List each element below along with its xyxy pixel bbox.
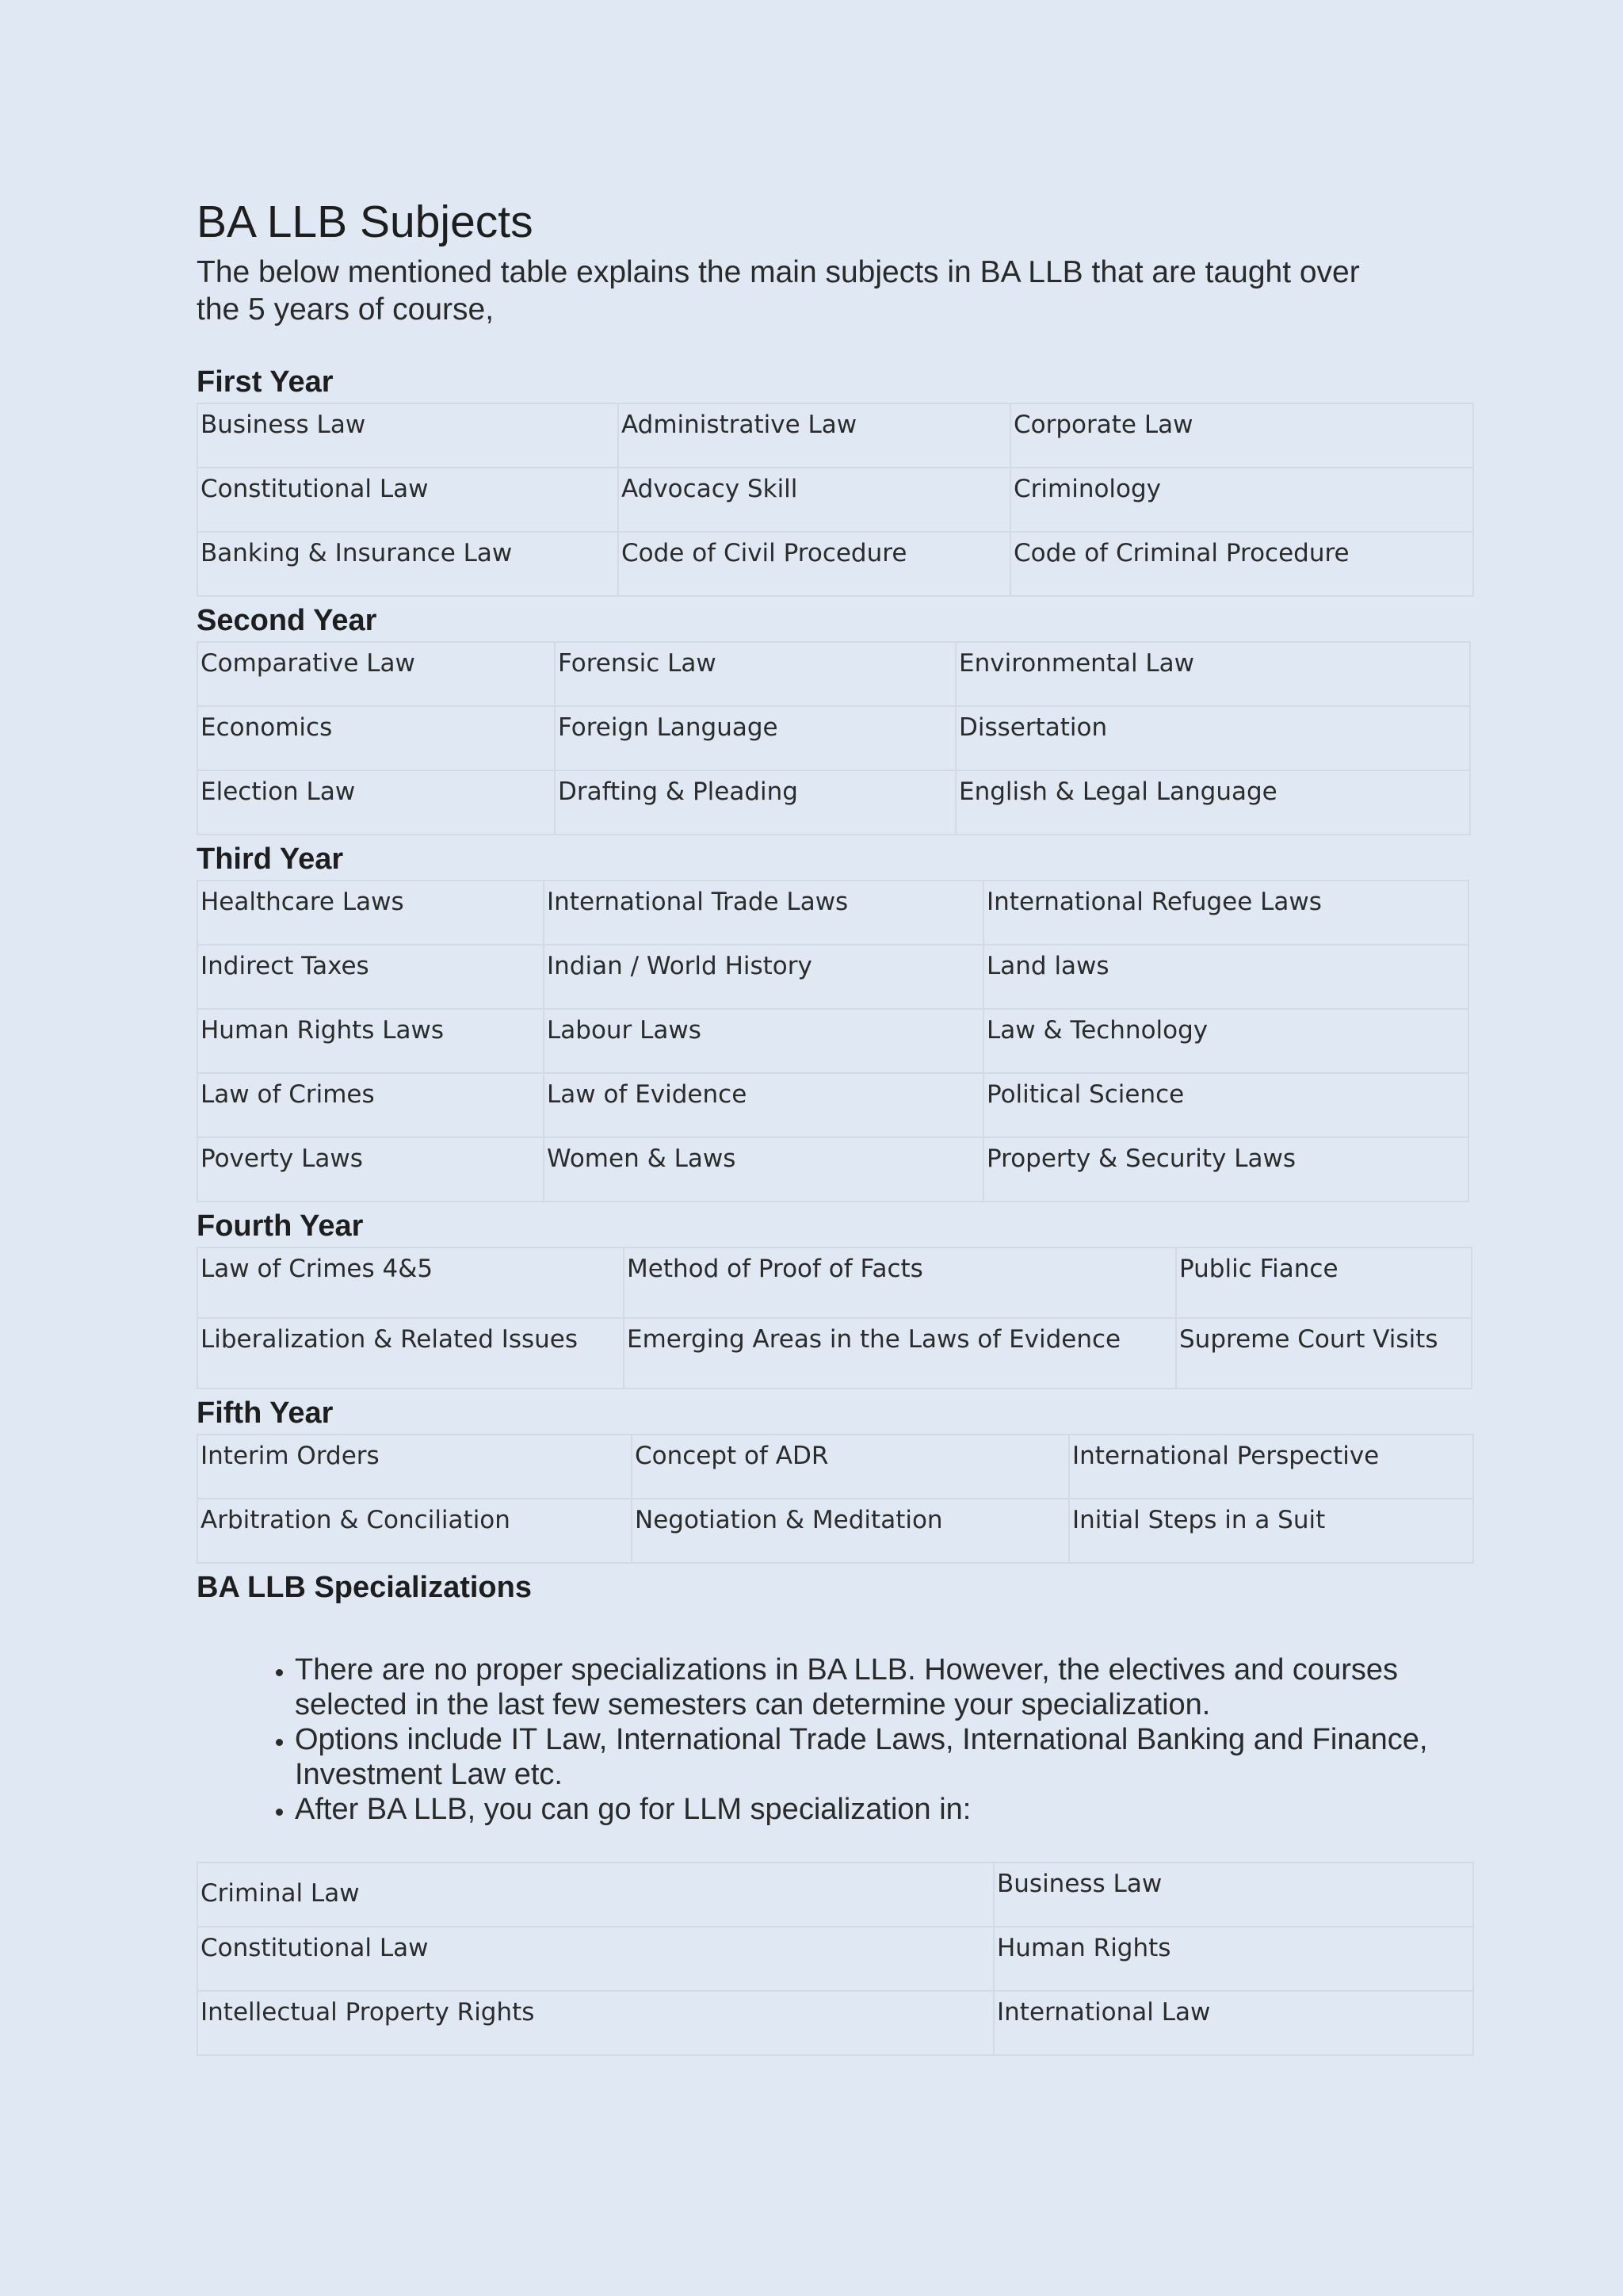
table-cell: Code of Civil Procedure (618, 532, 1010, 596)
table-cell: Emerging Areas in the Laws of Evidence (624, 1318, 1176, 1389)
third-year-table (197, 880, 1469, 1202)
table-cell: English & Legal Language (956, 770, 1470, 835)
table-row (197, 945, 1468, 1009)
table-cell: Banking & Insurance Law (197, 532, 618, 596)
table-cell: Corporate Law (1010, 403, 1473, 468)
table-cell: International Law (994, 1991, 1473, 2055)
fourth-year-table (197, 1247, 1472, 1389)
table-row (197, 1073, 1468, 1137)
table-cell: Interim Orders (197, 1435, 632, 1499)
table-cell: Negotiation & Meditation (632, 1499, 1069, 1563)
page-title: BA LLB Subjects (197, 197, 533, 247)
specializations-list (197, 1652, 1474, 1827)
table-cell: Business Law (994, 1862, 1473, 1927)
table-cell: Dissertation (956, 706, 1470, 770)
table-cell: Code of Criminal Procedure (1010, 532, 1473, 596)
table-cell: Property & Security Laws (983, 1137, 1468, 1201)
table-row (197, 1009, 1468, 1073)
table-row (197, 881, 1468, 945)
table-cell: Labour Laws (544, 1009, 983, 1073)
table-row (197, 1927, 1473, 1991)
table-cell: Comparative Law (197, 642, 555, 706)
table-cell: Political Science (983, 1073, 1468, 1137)
table-cell: Land laws (983, 945, 1468, 1009)
table-cell: Constitutional Law (197, 468, 618, 532)
table-cell: Criminal Law (197, 1862, 994, 1927)
table-cell: Liberalization & Related Issues (197, 1318, 624, 1389)
table-cell: International Refugee Laws (983, 881, 1468, 945)
table-cell: Forensic Law (555, 642, 956, 706)
list-item: • After BA LLB, you can go for LLM specialization in: (295, 1792, 1474, 1827)
list-item: • There are no proper specializations in BA LLB. However, the electives and courses selected in the last few semesters can determine your specialization. (295, 1652, 1474, 1722)
table-cell: Law & Technology (983, 1009, 1468, 1073)
third-year-heading: Third Year (197, 842, 344, 876)
table-row (197, 1991, 1473, 2055)
fifth-year-table (197, 1434, 1474, 1564)
list-item: • Options include IT Law, International Trade Laws, International Banking and Finance, Investment Law etc. (295, 1722, 1474, 1792)
second-year-table (197, 641, 1471, 835)
table-row (197, 770, 1470, 835)
table-cell: Constitutional Law (197, 1927, 994, 1991)
table-cell: Advocacy Skill (618, 468, 1010, 532)
table-cell: Indirect Taxes (197, 945, 544, 1009)
table-cell: Law of Evidence (544, 1073, 983, 1137)
llm-specializations-table (197, 1862, 1474, 2056)
intro-paragraph: The below mentioned table explains the main subjects in BA LLB that are taught over the 5 years of course, (197, 255, 1360, 327)
first-year-table (197, 403, 1474, 597)
table-cell: Initial Steps in a Suit (1069, 1499, 1473, 1563)
table-row (197, 1318, 1472, 1389)
second-year-heading: Second Year (197, 604, 377, 637)
table-cell: Human Rights Laws (197, 1009, 544, 1073)
table-cell: International Perspective (1069, 1435, 1473, 1499)
table-row (197, 1862, 1473, 1927)
table-cell: Method of Proof of Facts (624, 1247, 1176, 1318)
fifth-year-heading: Fifth Year (197, 1396, 334, 1430)
table-cell: Concept of ADR (632, 1435, 1069, 1499)
fourth-year-heading: Fourth Year (197, 1209, 364, 1243)
first-year-heading: First Year (197, 365, 334, 399)
table-row (197, 468, 1473, 532)
table-row (197, 1499, 1473, 1563)
table-cell: Administrative Law (618, 403, 1010, 468)
table-cell: Arbitration & Conciliation (197, 1499, 632, 1563)
table-row (197, 532, 1473, 596)
document-content (197, 190, 1474, 2059)
table-cell: Supreme Court Visits (1176, 1318, 1472, 1389)
table-row (197, 1435, 1473, 1499)
table-cell: Women & Laws (544, 1137, 983, 1201)
table-cell: Election Law (197, 770, 555, 835)
table-cell: Law of Crimes (197, 1073, 544, 1137)
table-row (197, 642, 1470, 706)
table-cell: Environmental Law (956, 642, 1470, 706)
table-cell: Intellectual Property Rights (197, 1991, 994, 2055)
table-row (197, 1137, 1468, 1201)
table-row (197, 706, 1470, 770)
table-cell: Indian / World History (544, 945, 983, 1009)
table-row (197, 1247, 1472, 1318)
table-cell: Poverty Laws (197, 1137, 544, 1201)
table-cell: Foreign Language (555, 706, 956, 770)
table-cell: Criminology (1010, 468, 1473, 532)
table-row (197, 403, 1473, 468)
table-cell: Healthcare Laws (197, 881, 544, 945)
table-cell: Law of Crimes 4&5 (197, 1247, 624, 1318)
table-cell: Human Rights (994, 1927, 1473, 1991)
specializations-heading: BA LLB Specializations (197, 1571, 532, 1604)
table-cell: Public Fiance (1176, 1247, 1472, 1318)
table-cell: Drafting & Pleading (555, 770, 956, 835)
table-cell: International Trade Laws (544, 881, 983, 945)
table-cell: Economics (197, 706, 555, 770)
table-cell: Business Law (197, 403, 618, 468)
